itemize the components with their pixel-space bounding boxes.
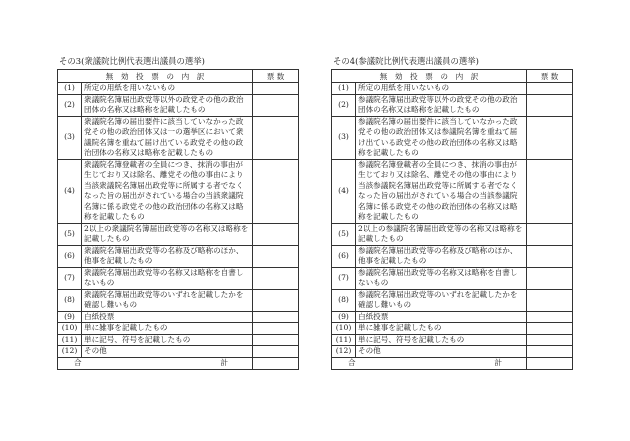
table-row — [58, 311, 299, 323]
vote-count-cell[interactable] — [527, 159, 573, 223]
vote-count-cell[interactable] — [253, 83, 299, 95]
vote-count-cell[interactable] — [253, 323, 299, 335]
total-label-a: 合 — [348, 357, 356, 367]
table-row — [58, 323, 299, 335]
row-description: 衆議院名簿届出政党等のいずれを記載したかを確認し難いもの — [82, 289, 253, 311]
vote-count-cell[interactable] — [253, 334, 299, 346]
table-row — [58, 346, 299, 358]
row-description: 参議院名簿登載者の全員につき、抹消の事由が生じており又は除名、離党その他の事由により当該参議院名簿届出政党等に所属する者でなくなった旨の届出がされている場合の当該参議院名簿に係る政党その他の政治団体の名称又は略称を記載したもの — [356, 159, 527, 223]
table-row — [332, 346, 573, 358]
section-caption: その3(衆議院比例代表選出議員の選挙) — [59, 56, 205, 66]
row-number: (4) — [332, 159, 356, 223]
row-description: 参議院名簿の届出要件に該当していなかった政党その他の政治団体又は参議院名簿を重ねて届け出ている政党その他の政治団体の名称又は略称を記載したもの — [356, 116, 527, 159]
row-number: (1) — [332, 83, 356, 95]
header-vote-count: 票 数 — [527, 70, 573, 83]
row-number: (3) — [58, 116, 82, 159]
vote-count-cell[interactable] — [253, 346, 299, 358]
vote-count-cell[interactable] — [527, 267, 573, 289]
table-row — [332, 94, 573, 116]
row-description: 参議院名簿届出政党等のいずれを記載したかを確認し難いもの — [356, 289, 527, 311]
vote-count-cell[interactable] — [253, 223, 299, 245]
row-number: (8) — [58, 289, 82, 311]
row-number: (3) — [332, 116, 356, 159]
row-number: (2) — [332, 94, 356, 116]
row-number: (12) — [332, 346, 356, 358]
table-row — [332, 311, 573, 323]
table-row — [332, 223, 573, 245]
section-caption: その4(参議院比例代表選出議員の選挙) — [333, 56, 479, 66]
table-row — [332, 334, 573, 346]
vote-count-cell[interactable] — [527, 94, 573, 116]
row-description: 参議院名簿届出政党等の名称及び略称のほか、他事を記載したもの — [356, 245, 527, 267]
table-row — [58, 94, 299, 116]
total-count-cell[interactable] — [527, 357, 573, 369]
row-number: (9) — [332, 311, 356, 323]
section-house-of-councillors — [331, 56, 572, 370]
vote-count-cell[interactable] — [527, 223, 573, 245]
total-row — [58, 357, 299, 369]
table-header-row — [58, 70, 299, 83]
header-breakdown: 無 効 投 票 の 内 訳 — [332, 70, 527, 83]
vote-count-cell[interactable] — [527, 289, 573, 311]
row-number: (9) — [58, 311, 82, 323]
vote-count-cell[interactable] — [253, 311, 299, 323]
total-count-cell[interactable] — [253, 357, 299, 369]
row-description: 2以上の参議院名簿届出政党等の名称又は略称を記載したもの — [356, 223, 527, 245]
vote-count-cell[interactable] — [253, 116, 299, 159]
row-number: (12) — [58, 346, 82, 358]
row-description: 白紙投票 — [356, 311, 527, 323]
row-description: その他 — [82, 346, 253, 358]
vote-count-cell[interactable] — [527, 83, 573, 95]
vote-count-cell[interactable] — [253, 94, 299, 116]
vote-count-cell[interactable] — [253, 289, 299, 311]
table-row — [58, 116, 299, 159]
table-row — [58, 223, 299, 245]
vote-count-cell[interactable] — [253, 159, 299, 223]
row-description: 2以上の衆議院名簿届出政党等の名称又は略称を記載したもの — [82, 223, 253, 245]
table-row — [58, 83, 299, 95]
vote-count-cell[interactable] — [527, 334, 573, 346]
table-row — [58, 334, 299, 346]
vote-count-cell[interactable] — [253, 245, 299, 267]
total-label-cell — [332, 357, 527, 369]
row-description: 参議院名簿届出政党等以外の政党その他の政治団体の名称又は略称を記載したもの — [356, 94, 527, 116]
table-row — [58, 159, 299, 223]
row-description: 単に記号、符号を記載したもの — [356, 334, 527, 346]
table-row — [58, 289, 299, 311]
row-number: (5) — [58, 223, 82, 245]
row-number: (6) — [332, 245, 356, 267]
row-description: 衆議院名簿届出政党等の名称又は略称を自書しないもの — [82, 267, 253, 289]
table-row — [332, 245, 573, 267]
vote-count-cell[interactable] — [527, 245, 573, 267]
row-description: 所定の用紙を用いないもの — [82, 83, 253, 95]
total-label-cell — [58, 357, 253, 369]
table-row — [58, 245, 299, 267]
table-row — [332, 83, 573, 95]
row-number: (10) — [58, 323, 82, 335]
row-number: (1) — [58, 83, 82, 95]
table-row — [332, 116, 573, 159]
row-number: (7) — [332, 267, 356, 289]
vote-count-cell[interactable] — [253, 267, 299, 289]
table-row — [332, 159, 573, 223]
header-vote-count: 票 数 — [253, 70, 299, 83]
row-description: 白紙投票 — [82, 311, 253, 323]
table-row — [58, 267, 299, 289]
row-number: (8) — [332, 289, 356, 311]
row-description: 所定の用紙を用いないもの — [356, 83, 527, 95]
row-number: (6) — [58, 245, 82, 267]
total-label-b: 計 — [494, 357, 502, 367]
vote-count-cell[interactable] — [527, 346, 573, 358]
table-row — [332, 267, 573, 289]
vote-count-cell[interactable] — [527, 323, 573, 335]
row-number: (4) — [58, 159, 82, 223]
row-description: 単に雑事を記載したもの — [356, 323, 527, 335]
row-number: (11) — [58, 334, 82, 346]
row-description: 衆議院名簿登載者の全員につき、抹消の事由が生じており又は除名、離党その他の事由により当該衆議院名簿届出政党等に所属する者でなくなった旨の届出がされている場合の当該衆議院名簿に係る政党その他の政治団体の名称又は略称を記載したもの — [82, 159, 253, 223]
row-description: 単に雑事を記載したもの — [82, 323, 253, 335]
row-description: 単に記号、符号を記載したもの — [82, 334, 253, 346]
section-house-of-representatives — [57, 56, 298, 370]
total-label-b: 計 — [220, 357, 228, 367]
header-breakdown: 無 効 投 票 の 内 訳 — [58, 70, 253, 83]
row-description: 衆議院名簿届出政党等の名称及び略称のほか、他事を記載したもの — [82, 245, 253, 267]
row-description: 参議院名簿届出政党等の名称又は略称を自書しないもの — [356, 267, 527, 289]
table-row — [332, 289, 573, 311]
row-number: (7) — [58, 267, 82, 289]
row-number: (2) — [58, 94, 82, 116]
row-number: (11) — [332, 334, 356, 346]
row-number: (10) — [332, 323, 356, 335]
total-row — [332, 357, 573, 369]
row-description: 衆議院名簿の届出要件に該当していなかった政党その他の政治団体又は一の選挙区において衆議院名簿を重ねて届け出ている政党その他の政治団体の名称又は略称を記載したもの — [82, 116, 253, 159]
vote-count-cell[interactable] — [527, 311, 573, 323]
total-label-a: 合 — [74, 357, 82, 367]
row-description: その他 — [356, 346, 527, 358]
row-description: 衆議院名簿届出政党等以外の政党その他の政治団体の名称又は略称を記載したもの — [82, 94, 253, 116]
table-header-row — [332, 70, 573, 83]
invalid-votes-table — [331, 69, 573, 370]
vote-count-cell[interactable] — [527, 116, 573, 159]
invalid-votes-table — [57, 69, 299, 370]
row-number: (5) — [332, 223, 356, 245]
table-row — [332, 323, 573, 335]
